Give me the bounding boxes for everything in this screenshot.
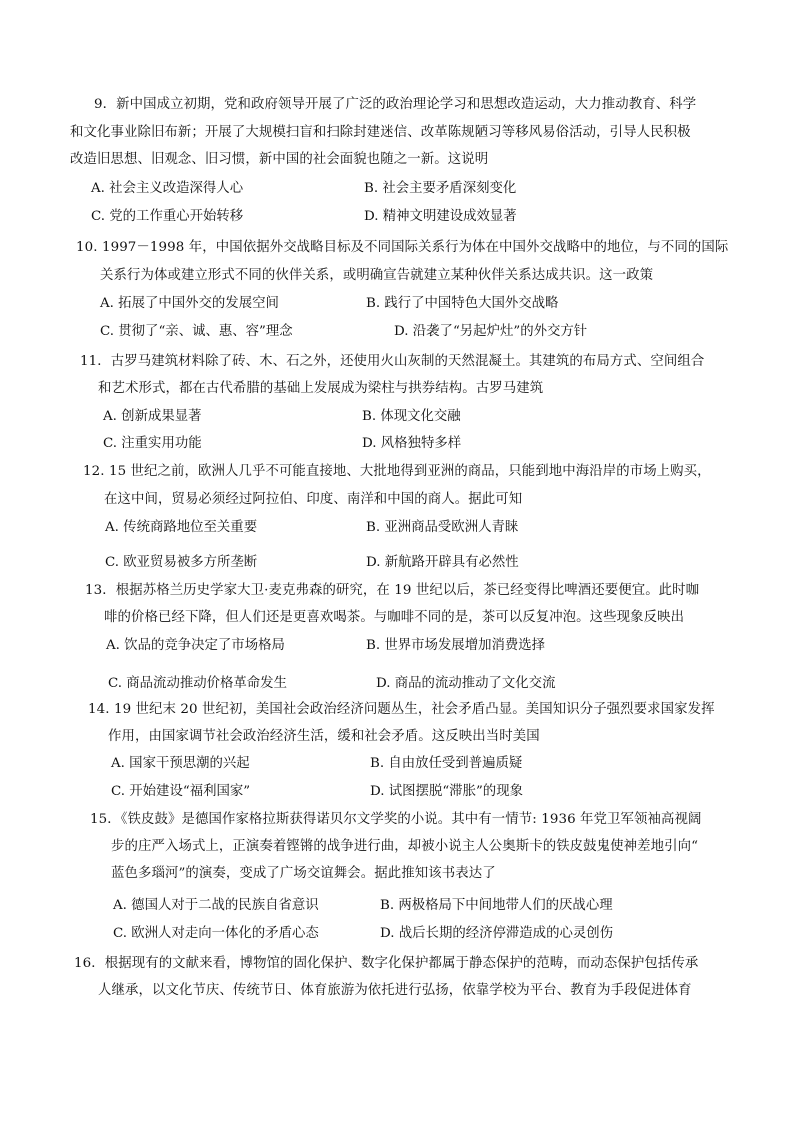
q13-option-d: D. 商品的流动推动了文化交流 (376, 676, 556, 691)
q10-option-d: D. 沿袭了“另起炉灶”的外交方针 (394, 324, 588, 339)
q13-option-a: A. 饮品的竞争决定了市场格局 (106, 638, 285, 653)
q12-option-b: B. 亚洲商品受欧洲人青睐 (366, 520, 519, 535)
q11-option-c: C. 注重实用功能 (103, 436, 202, 451)
q9-line-1: 9．新中国成立初期，党和政府领导开展了广泛的政治理论学习和思想改造运动，大力推动教育、科学 (94, 97, 697, 112)
q9-option-a: A. 社会主义改造深得人心 (91, 181, 244, 196)
q14-line-1: 14. 19 世纪末 20 世纪初，美国社会政治经济问题丛生，社会矛盾凸显。美国知识分子强烈要求国家发挥 (88, 702, 715, 717)
q13-line-2: 啡的价格已经下降，但人们还是更喜欢喝茶。与咖啡不同的是，茶可以反复冲泡。这些现象反映出 (104, 610, 685, 625)
q11-option-a: A. 创新成果显著 (103, 409, 202, 424)
q10-line-1: 10. 1997－1998 年，中国依据外交战略目标及不同国际关系行为体在中国外交战略中的地位，与不同的国际 (76, 240, 729, 255)
q13-option-c: C. 商品流动推动价格革命发生 (108, 676, 287, 691)
q9-option-d: D. 精神文明建设成效显著 (364, 209, 517, 224)
q15-line-3: 蓝色多瑙河”的演奏，变成了广场交谊舞会。据此推知该书表达了 (111, 866, 496, 881)
q15-option-c: C. 欧洲人对走向一体化的矛盾心态 (113, 926, 319, 941)
q9-option-b: B. 社会主要矛盾深刻变化 (364, 181, 517, 196)
q15-line-2: 步的庄严入场式上，正演奏着铿锵的战争进行曲，却被小说主人公奥斯卡的铁皮鼓鬼使神差地引向“ (111, 839, 699, 854)
q14-option-a: A. 国家干预思潮的兴起 (111, 756, 250, 771)
q15-option-b: B. 两极格局下中间地带人们的厌战心理 (380, 898, 613, 913)
q15-option-a: A. 德国人对于二战的民族自省意识 (113, 898, 319, 913)
q11-option-b: B. 体现文化交融 (362, 409, 461, 424)
q10-option-a: A. 拓展了中国外交的发展空间 (100, 296, 279, 311)
q14-option-b: B. 自由放任受到普遍质疑 (370, 756, 523, 771)
q13-line-1: 13．根据苏格兰历史学家大卫·麦克弗森的研究，在 19 世纪以后，茶已经变得比啤酒还要便宜。此时咖 (85, 583, 700, 598)
q15-option-d: D. 战后长期的经济停滞造成的心灵创伤 (380, 926, 614, 941)
q9-line-2: 和文化事业除旧布新；开展了大规模扫盲和扫除封建迷信、改革陈规陋习等移风易俗活动，引导人民积极 (70, 125, 691, 140)
q11-line-1: 11．古罗马建筑材料除了砖、木、石之外，还使用火山灰制的天然混凝土。其建筑的布局方式、空间组合 (80, 354, 705, 369)
q10-option-b: B. 践行了中国特色大国外交战略 (366, 296, 559, 311)
q12-option-d: D. 新航路开辟具有必然性 (366, 555, 519, 570)
q14-option-d: D. 试图摆脱“滞胀”的现象 (370, 784, 523, 799)
q12-option-c: C. 欧亚贸易被多方所垄断 (105, 555, 258, 570)
q12-option-a: A. 传统商路地位至关重要 (105, 520, 258, 535)
q11-option-d: D. 风格独特多样 (362, 436, 462, 451)
q14-line-2: 作用，由国家调节社会政治经济生活，缓和社会矛盾。这反映出当时美国 (108, 729, 540, 744)
q11-line-2: 和艺术形式，都在古代希腊的基础上发展成为梁柱与拱券结构。古罗马建筑 (98, 381, 544, 396)
q10-option-c: C. 贯彻了“亲、诚、惠、容”理念 (100, 324, 293, 339)
q9-option-c: C. 党的工作重心开始转移 (91, 209, 244, 224)
q16-line-1: 16．根据现有的文献来看，博物馆的固化保护、数字化保护都属于静态保护的范畴，而动态保护包括传承 (74, 956, 699, 971)
q16-line-2: 人继承，以文化节庆、传统节日、体育旅游为依托进行弘扬，依靠学校为平台、教育为手段促进体育 (98, 983, 692, 998)
q15-line-1: 15．《铁皮鼓》是德国作家格拉斯获得诺贝尔文学奖的小说。其中有一情节: 1936 年党卫军领袖高视阔 (90, 812, 702, 827)
q14-option-c: C. 开始建设“福利国家” (111, 784, 251, 799)
q10-line-2: 关系行为体或建立形式不同的伙伴关系，或明确宣告就建立某种伙伴关系达成共识。这一政策 (100, 268, 654, 283)
q12-line-2: 在这中间，贸易必须经过阿拉伯、印度、南洋和中国的商人。据此可知 (104, 492, 523, 507)
q12-line-1: 12. 15 世纪之前，欧洲人几乎不可能直接地、大批地得到亚洲的商品，只能到地中海沿岸的市场上购买， (83, 464, 711, 479)
q13-option-b: B. 世界市场发展增加消费选择 (366, 638, 546, 653)
q9-line-3: 改造旧思想、旧观念、旧习惯，新中国的社会面貌也随之一新。这说明 (70, 152, 489, 167)
